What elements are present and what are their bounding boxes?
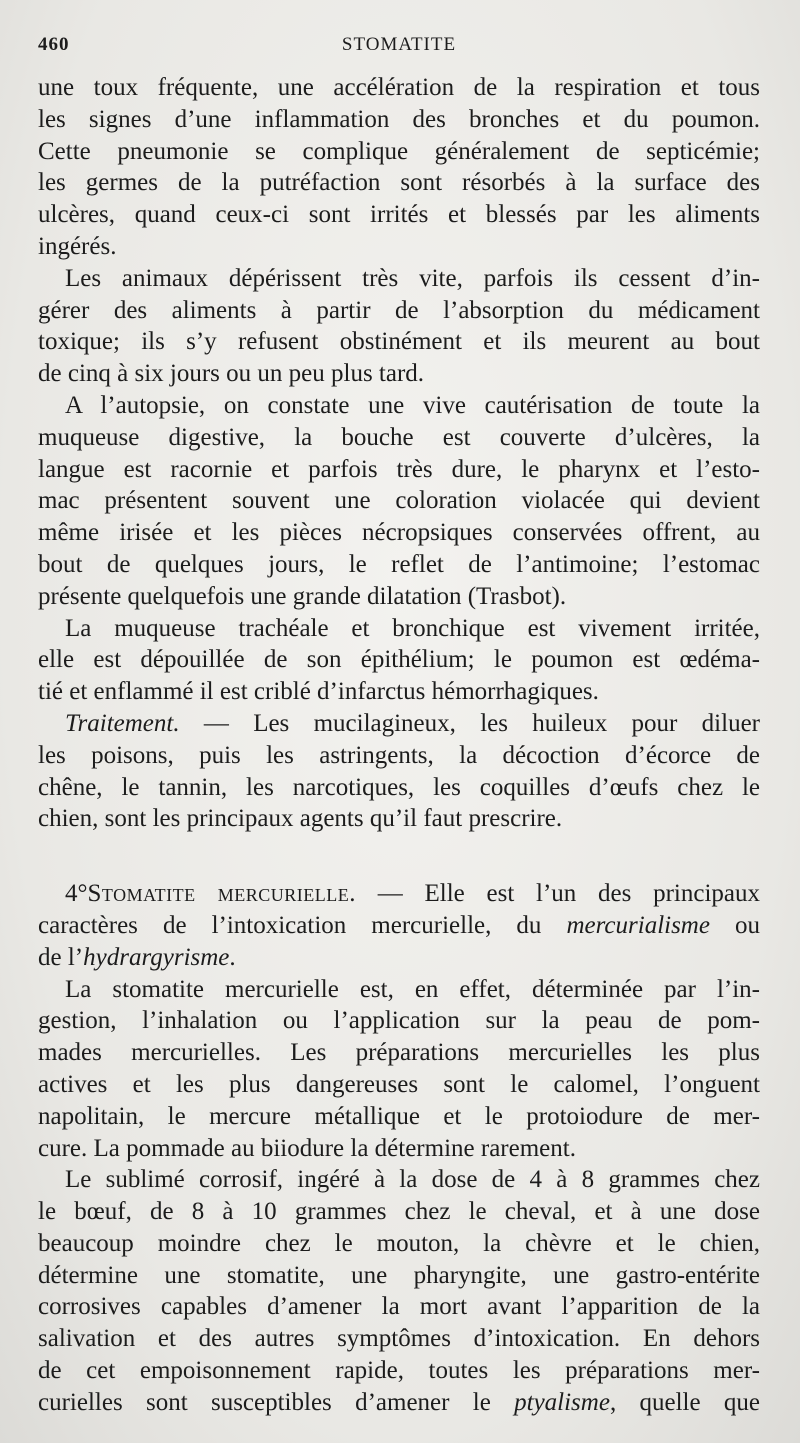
- text-line: le bœuf, de 8 à 10 grammes chez le cheval, et à une dose: [38, 1198, 760, 1226]
- text-line: gérer des aliments à partir de l’absorption du médicament: [38, 296, 760, 324]
- text-line: Les animaux dépérissent très vite, parfois ils cessent d’in-: [65, 264, 760, 292]
- paragraph-mercurial-stomatitis: [38, 878, 760, 973]
- text-line: ingérés.: [38, 232, 117, 260]
- text-span: .: [229, 943, 236, 971]
- section-gap: [38, 835, 760, 878]
- text-line: [38, 878, 760, 910]
- text-line: napolitain, le mercure métallique et le protoiodure de mer-: [38, 1102, 760, 1130]
- paragraph-causes: [38, 974, 760, 1165]
- text-line: cure. La pommade au biiodure la détermine rarement.: [38, 1134, 576, 1162]
- paragraph-autopsy: [38, 390, 760, 613]
- text-span: — Les mucilagineux, les huileux pour diluer: [179, 709, 760, 737]
- text-span: caractères de l’intoxication mercurielle, du: [38, 911, 567, 939]
- text-line: ulcères, quand ceux-ci sont irrités et blessés par les aliments: [38, 201, 760, 229]
- text-line: bout de quelques jours, le reflet de l’antimoine; l’estomac: [38, 550, 760, 578]
- text-span: ou: [709, 911, 761, 939]
- text-line: beaucoup moindre chez le mouton, la chèvre et le chien,: [38, 1229, 760, 1257]
- text-line: Le sublimé corrosif, ingéré à la dose de 4 à 8 grammes chez: [65, 1166, 760, 1194]
- text-line: gestion, l’inhalation ou l’application sur la peau de pom-: [38, 1007, 760, 1035]
- text-line: les poisons, puis les astringents, la décoction d’écorce de: [38, 741, 760, 769]
- paragraph-treatment: [38, 708, 760, 835]
- italic-term: mercurialisme: [566, 911, 710, 939]
- text-line: présente quelquefois une grande dilatation (Trasbot).: [38, 582, 567, 610]
- italic-term: hydrargyrisme: [83, 943, 230, 971]
- section-heading: Stomatite mercurielle.: [87, 880, 357, 908]
- text-line: chêne, le tannin, les narcotiques, les coquilles d’œufs chez le: [38, 773, 760, 801]
- text-line: les signes d’une inflammation des bronches et du poumon.: [38, 105, 760, 133]
- text-line: les germes de la putréfaction sont résorbés à la surface des: [38, 169, 760, 197]
- text-line: actives et les plus dangereuses sont le calomel, l’onguent: [38, 1070, 760, 1098]
- text-line: La stomatite mercurielle est, en effet, déterminée par l’in-: [65, 975, 760, 1003]
- text-line: [38, 1387, 760, 1419]
- text-line: une toux fréquente, une accélération de la respiration et tous: [38, 74, 760, 101]
- text-line: [38, 910, 760, 942]
- text-line: Cette pneumonie se complique généralement de septicémie;: [38, 137, 760, 165]
- running-title: STOMATITE: [341, 34, 457, 55]
- paragraph-pneumonia: [38, 72, 760, 263]
- text-line: de cet empoisonnement rapide, toutes les préparations mer-: [38, 1357, 760, 1385]
- body-text: [38, 72, 760, 1419]
- text-span: , quelle que: [609, 1388, 760, 1416]
- text-line: chien, sont les principaux agents qu’il faut prescrire.: [38, 805, 563, 833]
- text-line: corrosives capables d’amener la mort avant l’apparition de la: [38, 1293, 760, 1321]
- text-span: de l’: [38, 943, 84, 971]
- page-number: 460: [38, 34, 70, 55]
- paragraph-sublimate: [38, 1164, 760, 1418]
- text-line: muqueuse digestive, la bouche est couverte d’ulcères, la: [38, 423, 760, 451]
- section-number: 4°: [65, 880, 88, 908]
- text-line: A l’autopsie, on constate une vive cautérisation de toute la: [65, 391, 760, 419]
- text-line: La muqueuse trachéale et bronchique est vivement irritée,: [65, 614, 760, 642]
- text-line: de cinq à six jours ou un peu plus tard.: [38, 360, 425, 388]
- text-line: langue est racornie et parfois très dure, le pharynx et l’esto-: [38, 455, 760, 483]
- paragraph-mucosa: [38, 613, 760, 708]
- treatment-heading: Traitement.: [65, 709, 180, 737]
- text-line: [38, 708, 760, 740]
- text-line: détermine une stomatite, une pharyngite, une gastro-entérite: [38, 1261, 760, 1289]
- text-line: tié et enflammé il est criblé d’infarctus hémorrhagiques.: [38, 678, 599, 706]
- text-line: salivation et des autres symptômes d’intoxication. En dehors: [38, 1325, 760, 1353]
- paragraph-animals: [38, 263, 760, 390]
- text-line: toxique; ils s’y refusent obstinément et ils meurent au bout: [38, 328, 760, 356]
- text-line: même irisée et les pièces nécropsiques conservées offrent, au: [38, 519, 760, 547]
- italic-term: ptyalisme: [514, 1388, 610, 1416]
- text-span: curielles sont susceptibles d’amener le: [38, 1388, 515, 1416]
- running-header: [38, 34, 760, 58]
- text-line: mac présentent souvent une coloration violacée qui devient: [38, 487, 760, 515]
- text-span: — Elle est l’un des principaux: [356, 880, 760, 908]
- text-line: mades mercurielles. Les préparations mercurielles les plus: [38, 1039, 760, 1067]
- text-line: [38, 942, 760, 974]
- text-line: elle est dépouillée de son épithélium; le poumon est œdéma-: [38, 646, 760, 674]
